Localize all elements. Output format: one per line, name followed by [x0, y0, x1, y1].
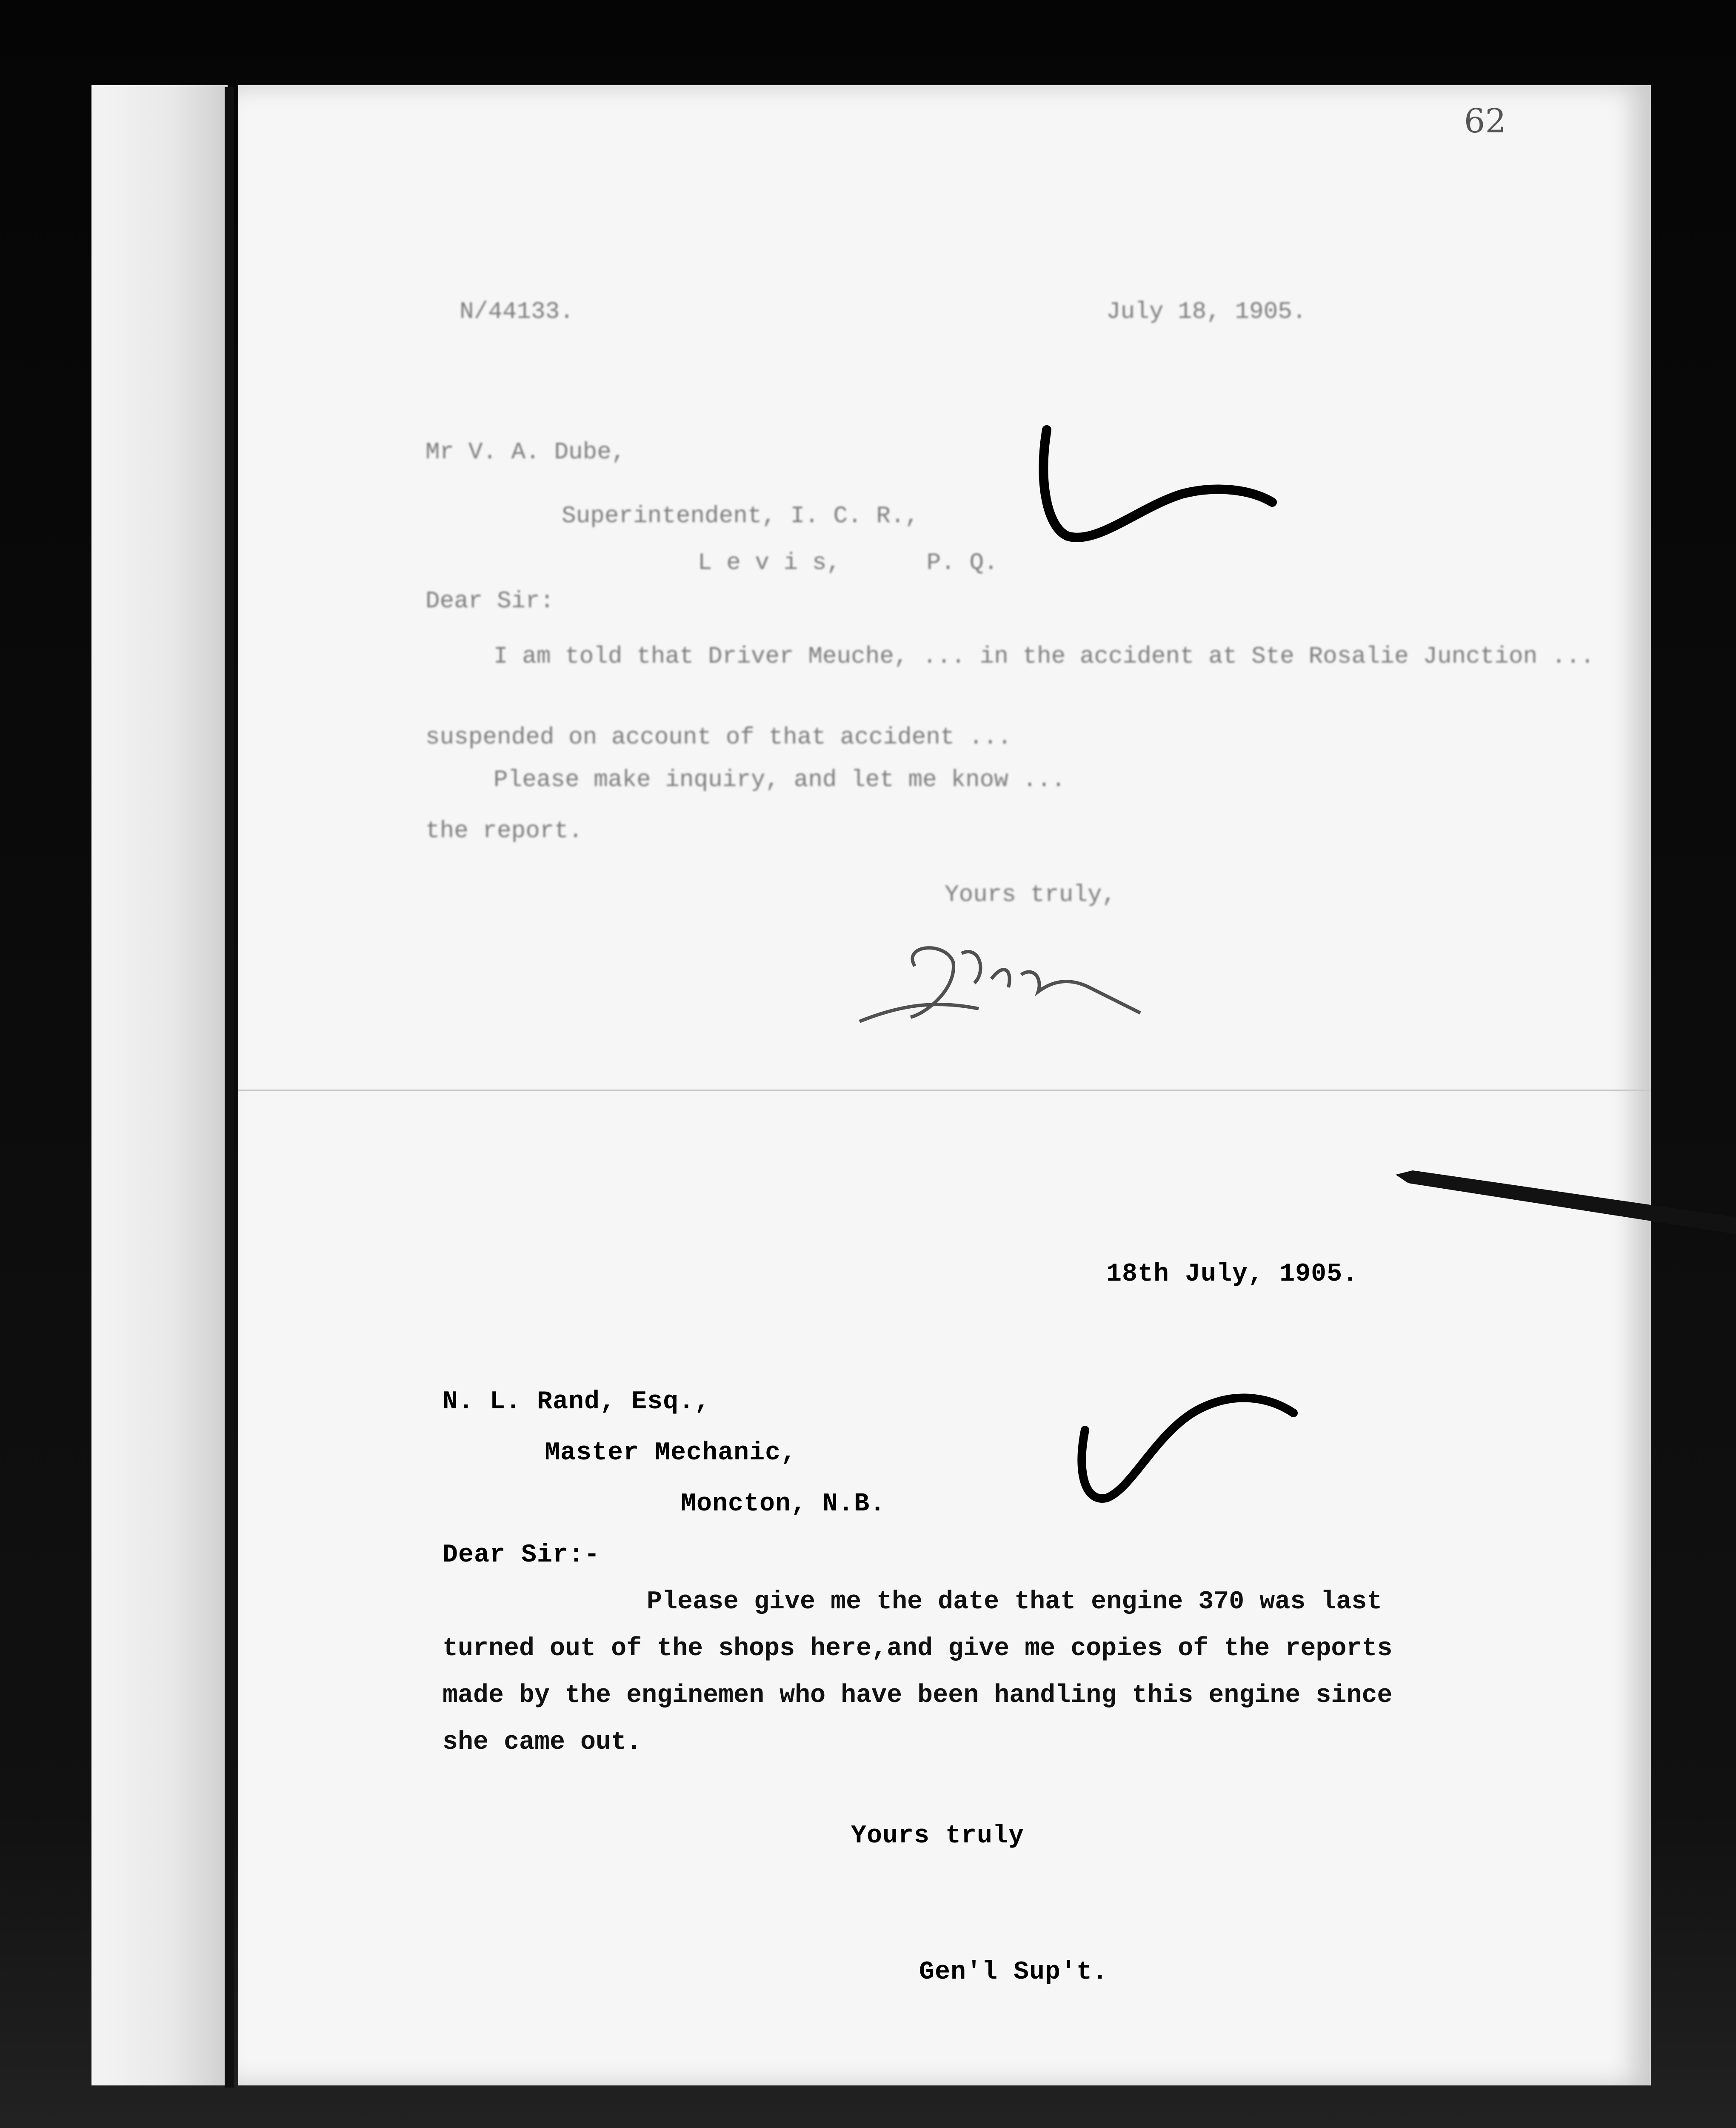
letter2-city: Moncton, N.B.	[681, 1490, 886, 1519]
letter2-body-line: Please give me the date that engine 370 was last	[647, 1587, 1382, 1616]
letter1-signature	[851, 928, 1157, 1038]
letter1-salutation: Dear Sir:	[425, 587, 554, 615]
letter1-title: Superintendent, I. C. R.,	[562, 502, 919, 529]
page-number: 62	[1464, 102, 1506, 140]
binder-fold-line	[225, 87, 234, 2088]
letter2-addressee: N. L. Rand, Esq.,	[443, 1387, 711, 1416]
letter1-city: L e v i s, P. Q.	[698, 549, 998, 576]
letter1-date: July 18, 1905.	[1106, 298, 1307, 325]
binder-margin-sheet	[91, 85, 228, 2085]
letter1-body-line: suspended on account of that accident ...	[425, 724, 1012, 751]
letter2-body-line: made by the enginemen who have been handling this engine since	[443, 1681, 1393, 1710]
letter1-body-line: I am told that Driver Meuche, ... in the accident at Ste Rosalie Junction ...	[494, 643, 1595, 670]
letter2-body-line: she came out.	[443, 1728, 642, 1757]
letter2-date: 18th July, 1905.	[1106, 1260, 1359, 1289]
letter1-body-line: Please make inquiry, and let me know ...	[494, 766, 1066, 793]
letter2-signature-title: Gen'l Sup't.	[919, 1958, 1108, 1987]
letter1-body-line: the report.	[425, 817, 583, 844]
letter1-reference: N/44133.	[460, 298, 574, 325]
letter2-title: Master Mechanic,	[545, 1439, 797, 1467]
letter2-closing: Yours truly	[851, 1822, 1025, 1851]
letter2-body-line: turned out of the shops here,and give me copies of the reports	[443, 1634, 1393, 1663]
check-mark-1	[1030, 417, 1285, 545]
letterbook-page	[238, 85, 1651, 2085]
letter2-salutation: Dear Sir:-	[443, 1541, 600, 1570]
letter1-closing: Yours truly,	[945, 881, 1116, 908]
letter-divider	[238, 1090, 1651, 1091]
check-mark-2	[1072, 1379, 1311, 1507]
pen-pointer	[1396, 1166, 1736, 1234]
letter1-addressee: Mr V. A. Dube,	[425, 438, 626, 466]
